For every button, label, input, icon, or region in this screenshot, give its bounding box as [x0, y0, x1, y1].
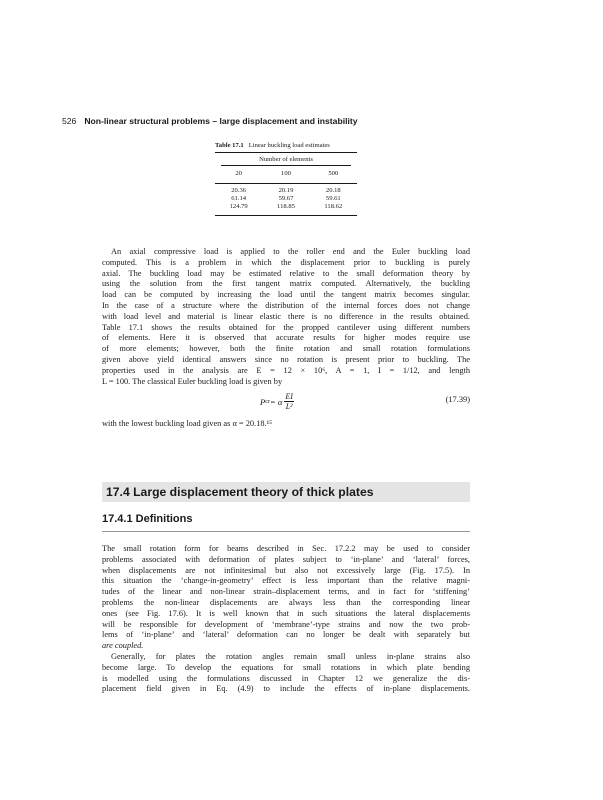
text-line: given above yield identical answers since no rotation is present prior to buckling. The	[102, 354, 470, 364]
text-line: of elements. Here it is observed that accurate results for higher modes require use	[102, 333, 470, 343]
paragraph-lowest-load	[102, 419, 470, 430]
equation-body	[260, 392, 294, 411]
text-line: load can be computed by increasing the load until the tangent matrix becomes singular.	[102, 290, 470, 300]
table-row	[215, 187, 357, 195]
table-bottom-rule	[215, 215, 357, 216]
table-row	[215, 203, 357, 211]
running-title: Non-linear structural problems – large displacement and instability	[84, 116, 358, 126]
table-cell: 61.14	[231, 195, 247, 203]
equation-number: (17.39)	[445, 395, 470, 404]
table-cell: 124.79	[229, 203, 248, 211]
table-cell: 59.67	[278, 195, 294, 203]
table-column-header: 500	[328, 170, 339, 177]
text-line: with the lowest buckling load given as α = 20.18.¹⁵	[102, 419, 272, 428]
paragraph-small-rotation	[102, 544, 470, 652]
text-line: will be responsible for development of ‘membrane’-type strains and now the two prob-	[102, 619, 470, 629]
table-cell: 20.19	[278, 187, 294, 194]
text-line: using the solution from the first tangent matrix computed. Alternatively, the buckling	[102, 279, 470, 289]
text-line: ones (see Fig. 17.6). It is well known that in such situations the lateral displacements	[102, 608, 470, 618]
text-line: L = 100. The classical Euler buckling load is given by	[102, 376, 283, 386]
table-caption-text: Linear buckling load estimates	[248, 142, 330, 149]
table-cell: 59.61	[325, 195, 341, 203]
equation-denominator: L²	[285, 402, 293, 411]
text-line: lems of ‘in-plane’ and ‘lateral’ deformation can no longer be dealt with separately but	[102, 630, 470, 640]
text-line: Table 17.1 shows the results obtained for the propped cantilever using different numbers	[102, 322, 470, 332]
text-line: is modelled using the formulations discussed in Chapter 12 we generalize the dis-	[102, 673, 470, 683]
text-line: axial. The buckling load may be estimated relative to the small deformation theory by	[102, 268, 470, 278]
table-body	[215, 184, 357, 215]
page-number: 526	[62, 116, 77, 126]
equation-17-39	[102, 386, 470, 416]
subsection-heading: 17.4.1 Definitions	[102, 513, 193, 525]
equation-lhs: P	[260, 396, 266, 407]
table-column-header: 20	[235, 170, 242, 177]
text-line: Generally, for plates the rotation angles remain small unless in-plane strains also	[111, 652, 470, 661]
table-cell: 20.36	[231, 187, 247, 194]
text-line: when displacements are not infinitesimal but also not excessively large (Fig. 17.5). In	[102, 565, 470, 575]
section-heading: 17.4 Large displacement theory of thick plates	[102, 482, 470, 502]
text-line: properties used in the analysis are E = 12 × 10⁶, A = 1, I = 1/12, and length	[102, 365, 470, 375]
buckling-table	[215, 142, 357, 216]
equation-fraction	[284, 392, 294, 411]
table-column-header: 100	[281, 170, 291, 177]
text-line: In the case of a structure where the distribution of the internal forces does not change	[102, 300, 470, 310]
table-group-header: Number of elements	[259, 156, 313, 163]
text-line: placement field given in Eq. (4.9) to include the effects of in-plane displacements.	[102, 684, 470, 694]
table-cell: 118.62	[324, 203, 343, 211]
table-caption	[215, 142, 357, 149]
table-row	[215, 195, 357, 203]
text-line: become large. To develop the equations for small rotations in which plate bending	[102, 662, 470, 672]
text-line: An axial compressive load is applied to the roller end and the Euler buckling load	[111, 247, 470, 256]
equation-lhs-subscript: cr	[265, 398, 270, 405]
table-header-row	[215, 166, 357, 183]
text-line: with load level and material is linear elastic there is no difference in the results obtained.	[102, 311, 470, 321]
equation-coefficient: = α	[269, 396, 283, 407]
text-line: of more elements; however, both the finite rotation and small rotation formulations	[102, 344, 470, 354]
table-label: Table 17.1	[215, 142, 244, 149]
text-line: are coupled.	[102, 641, 144, 651]
paragraph-plate-rotation	[102, 652, 470, 695]
subsection-rule	[102, 531, 470, 532]
text-line: problems associated with deformation of plates subject to ‘in-plane’ and ‘lateral’ forces,	[102, 554, 470, 564]
text-line: computed. This is a problem in which the displacement prior to buckling is purely	[102, 257, 470, 267]
table-cell: 20.18	[325, 187, 341, 194]
running-header	[62, 116, 358, 126]
text-line: tudes of the linear and non-linear strain–displacement terms, and in fact for ‘stiffening’	[102, 587, 470, 597]
text-line: this situation the ‘change-in-geometry’ effect is less important than the relative magni-	[102, 576, 470, 586]
paragraph-euler-buckling	[102, 247, 470, 387]
text-line: The small rotation form for beams described in Sec. 17.2.2 may be used to consider	[102, 544, 470, 553]
text-line: problems the non-linear displacements are always less than the corresponding linear	[102, 597, 470, 607]
table-cell: 118.85	[277, 203, 295, 211]
equation-numerator: EI	[285, 392, 293, 401]
